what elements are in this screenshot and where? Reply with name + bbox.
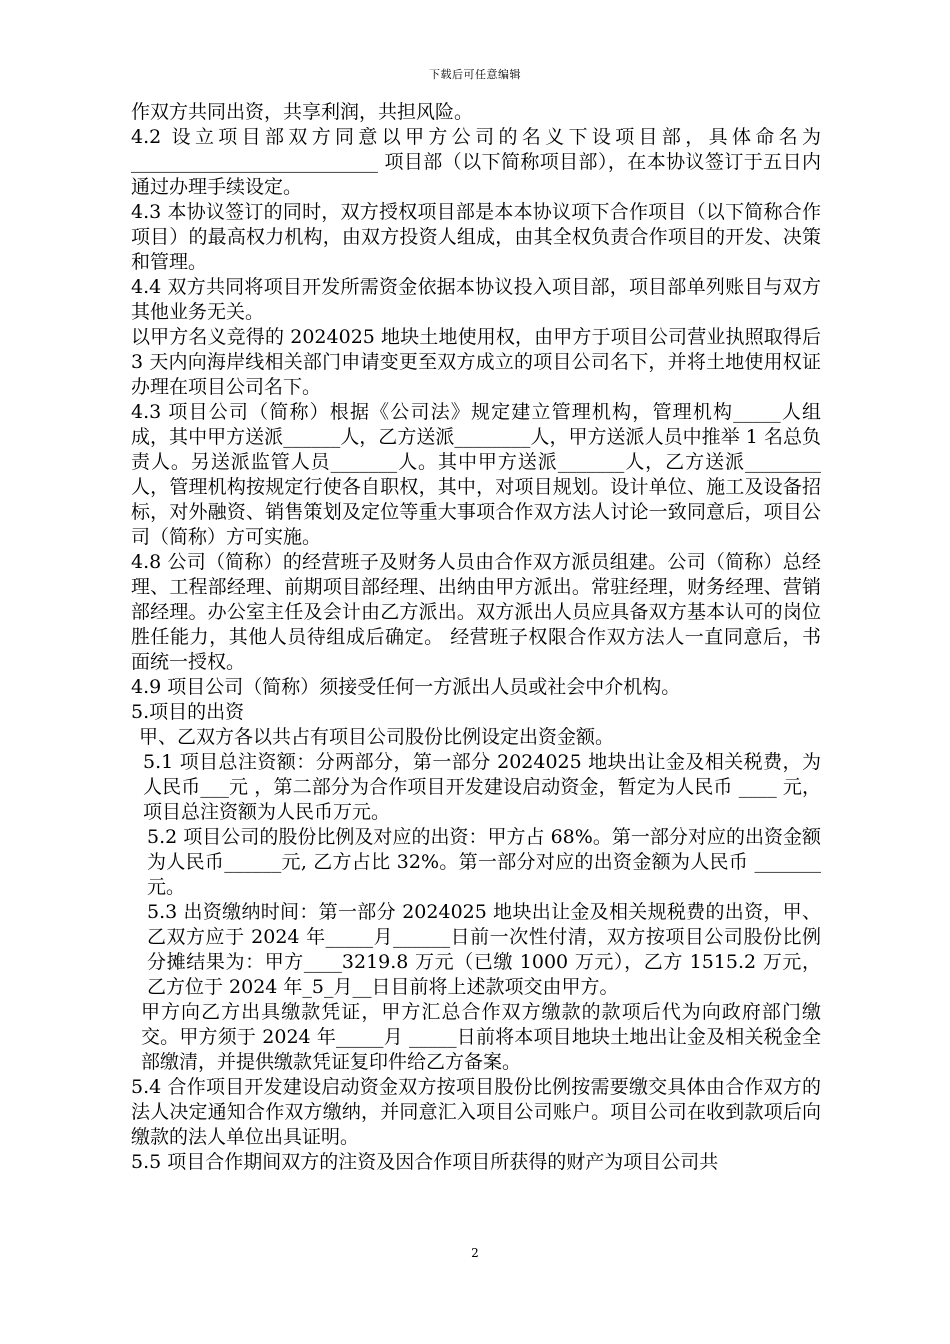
section-5-heading: 5.项目的出资 [131,701,245,723]
clause-4-2: 4.2 设立项目部双方同意以甲方公司的名义下设项目部，具体命名为__________________________ 项目部（以下简称项目部），在本协议签订于五日内通过办理手续设定。 [131,126,821,198]
clause-5-5: 5.5 项目合作期间双方的注资及因合作项目所获得的财产为项目公司共 [131,1151,719,1173]
payment-receipt-paragraph: 甲方向乙方出具缴款凭证，甲方汇总合作双方缴款的款项后代为向政府部门缴交。甲方须于 2024 年_____月 _____日前将本项目地块土地出让金及相关税金全部缴清，并提供缴款凭证复印件给乙方备案。 [141,1001,821,1073]
clause-5-3: 5.3 出资缴纳时间：第一部分 2024025 地块出让金及相关规税费的出资，甲、乙双方应于 2024 年_____月______日前一次性付清，双方按项目公司股份比例分摊结果为：甲方____3219.8 万元（已缴 1000 万元），乙方 1515.2 万元，乙方位于 2024 年_5_月__日目前将上述款项交由甲方。 [147,901,821,998]
land-use-paragraph: 以甲方名义竞得的 2024025 地块土地使用权，由甲方于项目公司营业执照取得后 3 天内向海岸线相关部门申请变更至双方成立的项目公司名下，并将土地使用权证办理在项目公司名下。 [131,326,821,398]
clause-5-2: 5.2 项目公司的股份比例及对应的出资：甲方占 68%。第一部分对应的出资金额为人民币______元, 乙方占比 32%。第一部分对应的出资金额为人民币 _______元。 [147,826,821,898]
page-number: 2 [471,1246,479,1260]
document-body [131,100,821,1175]
clause-5-4: 5.4 合作项目开发建设启动资金双方按项目股份比例按需要缴交具体由合作双方的法人决定通知合作双方缴纳，并同意汇入项目公司账户。项目公司在收到款项后向缴款的法人单位出具证明。 [131,1076,821,1148]
clause-4-3: 4.3 本协议签订的同时，双方授权项目部是本本协议项下合作项目（以下简称合作项目）的最高权力机构，由双方投资人组成，由其全权负责合作项目的开发、决策和管理。 [131,201,821,273]
clause-4-3-management: 4.3 项目公司（简称）根据《公司法》规定建立管理机构，管理机构_____人组成，其中甲方送派______人，乙方送派________人，甲方送派人员中推举 1 名总负责人。另送派监管人员_______人。其中甲方送派_______人，乙方送派________人，管理机构按规定行使各自职权，其中，对项目规划。设计单位、施工及设备招标，对外融资、销售策划及定位等重大事项合作双方法人讨论一致同意后，项目公司（简称）方可实施。 [131,401,821,548]
paragraph-continuation: 作双方共同出资，共享利润，共担风险。 [131,101,474,123]
clause-4-9: 4.9 项目公司（简称）须接受任何一方派出人员或社会中介机构。 [131,676,681,698]
clause-4-8: 4.8 公司（简称）的经营班子及财务人员由合作双方派员组建。公司（简称）总经理、工程部经理、前期项目部经理、出纳由甲方派出。常驻经理，财务经理、营销部经理。办公室主任及会计由乙方派出。双方派出人员应具备双方基本认可的岗位胜任能力，其他人员待组成后确定。 经营班子权限合作双方法人一直同意后，书面统一授权。 [131,551,821,673]
clause-4-4: 4.4 双方共同将项目开发所需资金依据本协议投入项目部，项目部单列账目与双方其他业务无关。 [131,276,821,323]
clause-5-1: 5.1 项目总注资额：分两部分，第一部分 2024025 地块出让金及相关税费，为人民币___元 ，第二部分为合作项目开发建设启动资金，暂定为人民币 ____ 元，项目总注资额为人民币万元。 [143,751,821,823]
section-5-intro: 甲、乙双方各以共占有项目公司股份比例设定出资金额。 [139,726,615,748]
page-header-note: 下载后可任意编辑 [429,68,521,81]
